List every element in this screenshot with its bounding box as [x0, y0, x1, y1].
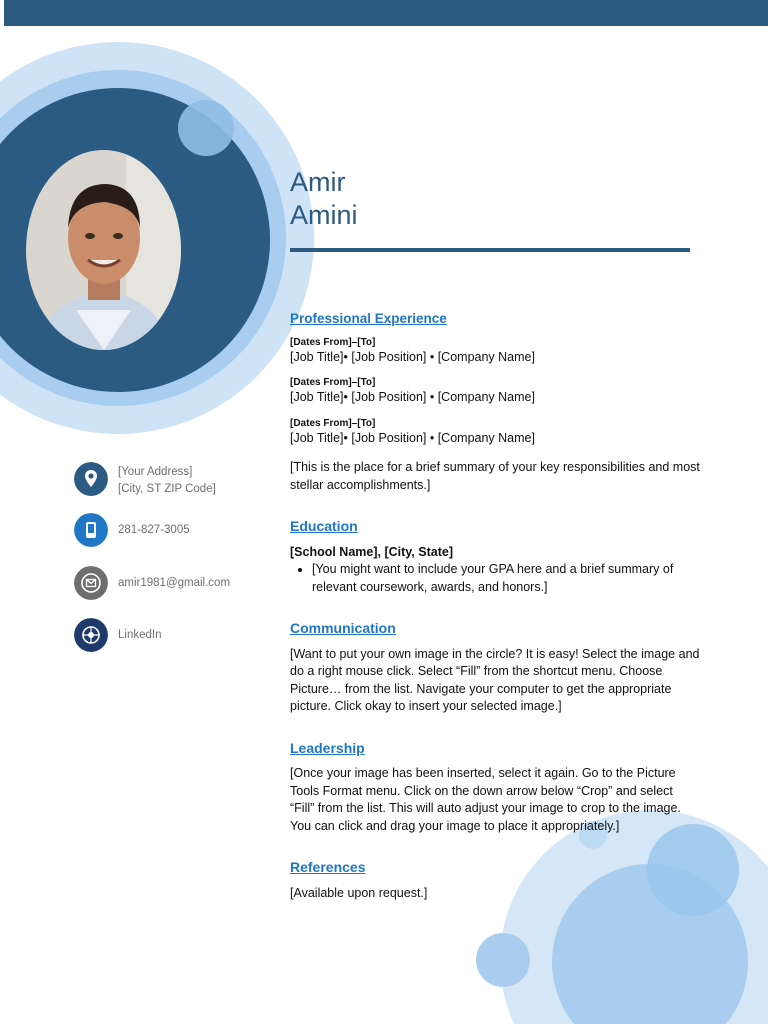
small-accent-circle	[178, 100, 234, 156]
linkedin-link[interactable]: LinkedIn	[118, 629, 162, 641]
resume-main	[290, 310, 700, 902]
entry-dates: [Dates From]–[To]	[290, 336, 376, 348]
education-bullet: • [You might want to include your GPA here and a brief summary of relevant coursework, awards, and honors.]	[312, 561, 700, 596]
references-heading: References	[290, 859, 366, 875]
experience-entry	[290, 336, 700, 367]
email-icon	[74, 566, 108, 600]
phone-number: 281-827-3005	[118, 524, 190, 536]
education-school: [School Name], [City, State]	[290, 544, 453, 559]
entry-dates: [Dates From]–[To]	[290, 377, 376, 388]
phone-icon	[74, 513, 108, 547]
entry-dates: [Dates From]–[To]	[290, 417, 376, 429]
br-left-circle	[476, 933, 530, 987]
experience-summary: [This is the place for a brief summary of your key responsibilities and most stellar accomplishments.]	[290, 460, 700, 492]
address-line2: [City, ST ZIP Code]	[118, 483, 216, 495]
location-pin-icon	[74, 462, 108, 496]
leadership-text: [Once your image has been inserted, select it again. Go to the Picture Tools Format menu. Click on the down arrow below “Crop” and select “Fill” from the list. This will auto adjust your image to crop to the image. You can click and drag your image to place it appropriately.]	[290, 766, 681, 833]
communication-text: [Want to put your own image in the circle? It is easy! Select the image and do a right mouse click. Select “Fill” from the shortcut menu. Choose Picture… from the list. Navigate your computer to get the appropriate picture. Click okay to insert your selected image.]	[290, 646, 700, 713]
education-heading: Education	[290, 518, 358, 534]
entry-job: [Job Title]• [Job Position] • [Company Name]	[290, 349, 535, 364]
communication-heading: Communication	[290, 620, 396, 636]
leadership-heading: Leadership	[290, 739, 365, 756]
linkedin-icon	[74, 618, 108, 652]
experience-entry	[290, 376, 700, 407]
name-divider	[290, 248, 690, 252]
entry-job: [Job Title]• [Job Position] • [Company Name]	[290, 430, 535, 445]
experience-heading: Professional Experience	[290, 311, 447, 326]
references-text: [Available upon request.]	[290, 885, 428, 900]
experience-entry	[290, 417, 700, 448]
last-name: Amini	[290, 200, 358, 230]
candidate-name	[290, 166, 358, 232]
profile-photo	[26, 150, 181, 350]
email-address[interactable]: amir1981@gmail.com	[118, 577, 231, 589]
entry-job: [Job Title]• [Job Position] • [Company Name]	[290, 390, 535, 404]
education-list	[290, 561, 700, 596]
address-line1: [Your Address]	[118, 466, 193, 478]
first-name: Amir	[290, 167, 346, 197]
